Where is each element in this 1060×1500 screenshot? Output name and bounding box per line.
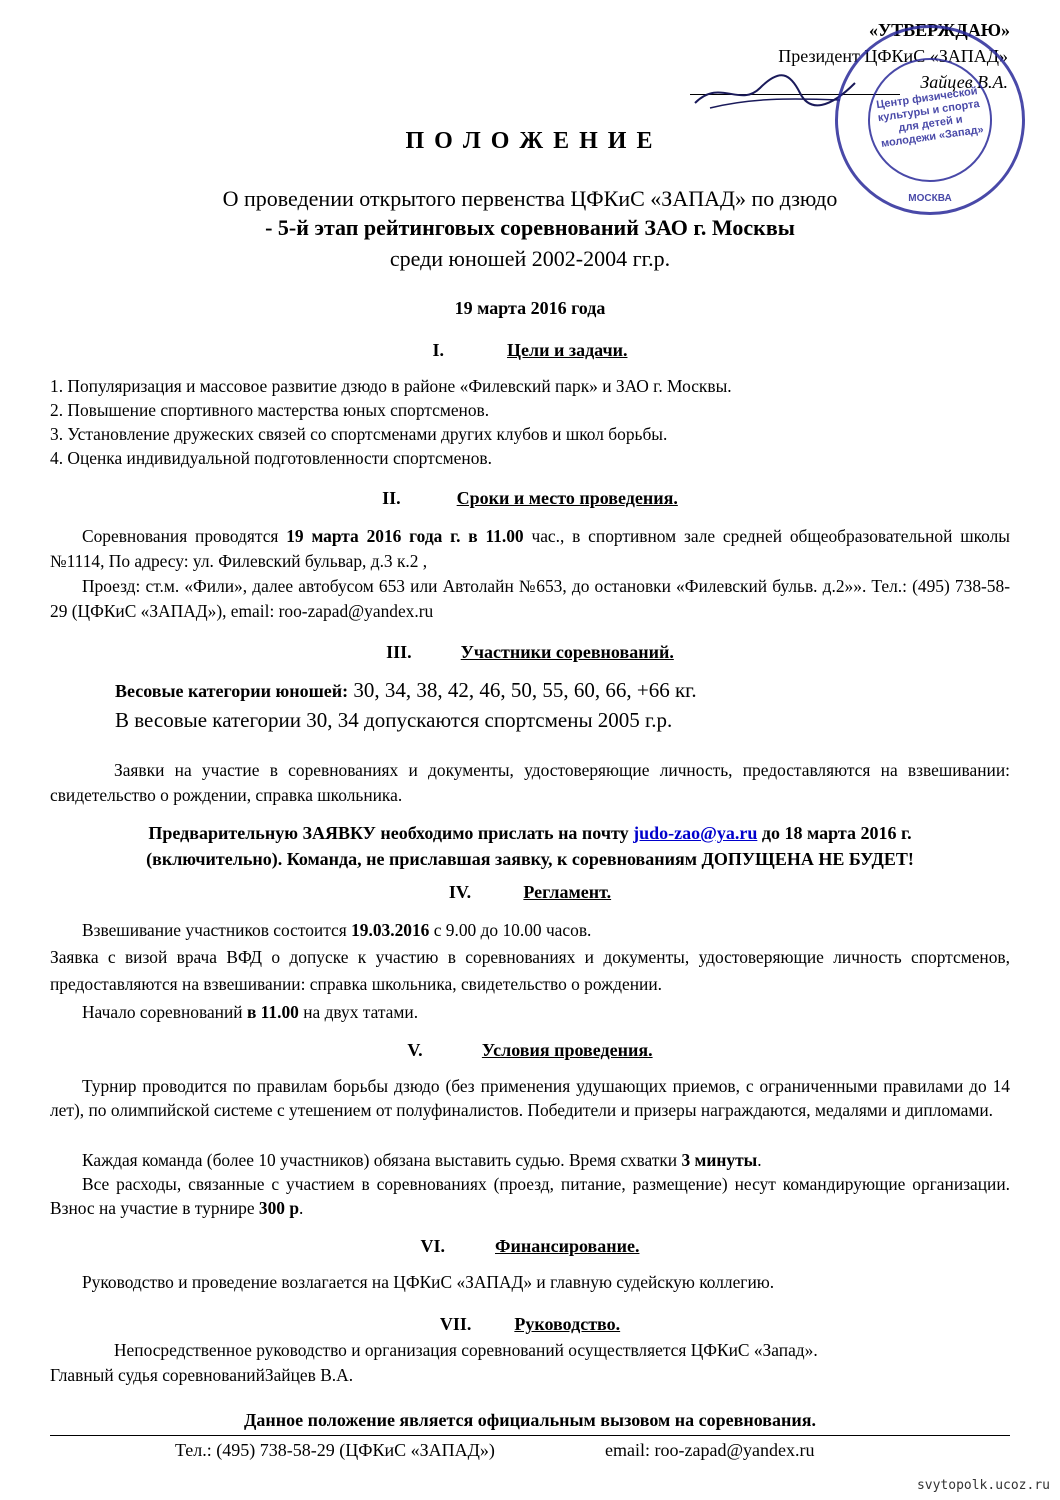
section-3-number: III. (386, 642, 412, 662)
section-4-paragraph-3: Начало соревнований в 11.00 на двух татами. (82, 1002, 419, 1022)
section-7-paragraph-2: Главный судья соревнованийЗайцев В.А. (50, 1365, 354, 1385)
approval-name: Зайцев В.А. (920, 72, 1008, 92)
section-7-number: VII. (439, 1314, 472, 1334)
footer-divider (50, 1435, 1010, 1436)
stamp-text: Центр физической культуры и спорта для детей и молодежи «Запад» (860, 50, 1000, 190)
section-2-paragraph-2: Проезд: ст.м. «Фили», далее автобусом 653 или Автолайн №653, до остановки «Филевский бульв. д.2»». Тел.: (495) 738-58-29 (ЦФКиС «ЗАПАД»), email: roo-zapad@yandex.ru (50, 576, 1010, 621)
section-6-title: Финансирование. (495, 1236, 640, 1256)
section-1-number: I. (432, 340, 445, 360)
stamp-city: МОСКВА (908, 193, 952, 204)
section-5-title: Условия проведения. (481, 1040, 653, 1060)
section-6-number: VI. (420, 1236, 446, 1256)
section-4-title: Регламент. (523, 882, 612, 902)
section-1-heading (0, 340, 1060, 361)
application-email-link[interactable]: judo-zao@ya.ru (633, 823, 758, 843)
section-5-paragraph-2: Каждая команда (более 10 участников) обязана выставить судью. Время схватки 3 минуты. (82, 1150, 762, 1170)
section-6-heading (0, 1236, 1060, 1257)
section-6-paragraph-1: Руководство и проведение возлагается на ЦФКиС «ЗАПАД» и главную судейскую коллегию. (82, 1272, 775, 1292)
section-2-paragraph-1: Соревнования проводятся 19 марта 2016 года г. в 11.00 час., в спортивном зале средней общеобразовательной школы №1114, По адресу: ул. Филевский бульвар, д.3 к.2 , (50, 526, 1010, 571)
section-3-paragraph-1: Заявки на участие в соревнованиях и документы, удостоверяющие личность, предоставляются на взвешивании: свидетельство о рождении, справка школьника. (50, 760, 1010, 805)
section-7-paragraph-1: Непосредственное руководство и организация соревнований осуществляется ЦФКиС «Запад». (114, 1340, 818, 1360)
footer-email: email: roo-zapad@yandex.ru (605, 1440, 815, 1460)
weight-allowed: В весовые категории 30, 34 допускаются спортсмены 2005 г.р. (115, 708, 673, 732)
official-call-note: Данное положение является официальным вызовом на соревнования. (244, 1410, 816, 1430)
section-2-number: II. (382, 488, 401, 508)
header-line-2: - 5-й этап рейтинговых соревнований ЗАО г. Москвы (265, 215, 795, 240)
section-5-paragraph-1: Турнир проводится по правилам борьбы дзюдо (без применения удушающих приемов, с ограниченными правилами до 14 лет), по олимпийской системе с утешением от полуфиналистов. Победители и призеры награждаются, медалями и дипломами. (50, 1076, 1010, 1120)
section-5-heading (0, 1040, 1060, 1061)
section-4-paragraph-1: Взвешивание участников состоится 19.03.2016 с 9.00 до 10.00 часов. (82, 920, 592, 940)
header-line-1: О проведении открытого первенства ЦФКиС «ЗАПАД» по дзюдо (222, 186, 838, 211)
event-date: 19 марта 2016 года (454, 298, 606, 318)
page-title: П О Л О Ж Е Н И Е (405, 128, 655, 154)
section-1-title: Цели и задачи. (507, 340, 628, 360)
watermark: svytopolk.ucoz.ru (916, 1478, 1050, 1493)
section-3-title: Участники соревнований. (460, 642, 674, 662)
section-7-title: Руководство. (514, 1314, 621, 1334)
approval-title: «УТВЕРЖДАЮ» (868, 20, 1010, 40)
application-notice: Предварительную ЗАЯВКУ необходимо прислать на почту judo-zao@ya.ru до 18 марта 2016 г. (включительно). Команда, не приславшая заявку, к соревнованиям ДОПУЩЕНА НЕ БУДЕТ! (146, 823, 914, 869)
list-item: 1. Популяризация и массовое развитие дзюдо в районе «Филевский парк» и ЗАО г. Москвы. (50, 376, 732, 396)
goals-list (50, 374, 732, 470)
section-7-heading (0, 1314, 1060, 1335)
section-3-heading (0, 642, 1060, 663)
list-item: 3. Установление дружеских связей со спортсменами других клубов и школ борьбы. (50, 424, 668, 444)
section-5-number: V. (407, 1040, 423, 1060)
section-4-number: IV. (448, 882, 472, 902)
approval-position: Президент ЦФКиС «ЗАПАД» (778, 46, 1008, 66)
weight-categories: Весовые категории юношей: 30, 34, 38, 42, 46, 50, 55, 60, 66, +66 кг. (115, 678, 697, 702)
section-5-paragraph-3: Все расходы, связанные с участием в соревнованиях (проезд, питание, размещение) несут командирующие организации. Взнос на участие в турнире 300 р. (50, 1174, 1010, 1218)
section-4-heading (0, 882, 1060, 903)
section-2-heading (0, 488, 1060, 509)
header-line-3: среди юношей 2002-2004 гг.р. (389, 246, 671, 271)
section-2-title: Сроки и место проведения. (456, 488, 678, 508)
list-item: 2. Повышение спортивного мастерства юных спортсменов. (50, 400, 490, 420)
footer-phone: Тел.: (495) 738-58-29 (ЦФКиС «ЗАПАД») (175, 1440, 495, 1460)
list-item: 4. Оценка индивидуальной подготовленности спортсменов. (50, 448, 492, 468)
section-4-paragraph-2: Заявка с визой врача ВФД о допуске к участию в соревнованиях и документы, удостоверяющие личность спортсменов, предоставляются на взвешивании: справка школьника, свидетельство о рождении. (50, 947, 1010, 994)
